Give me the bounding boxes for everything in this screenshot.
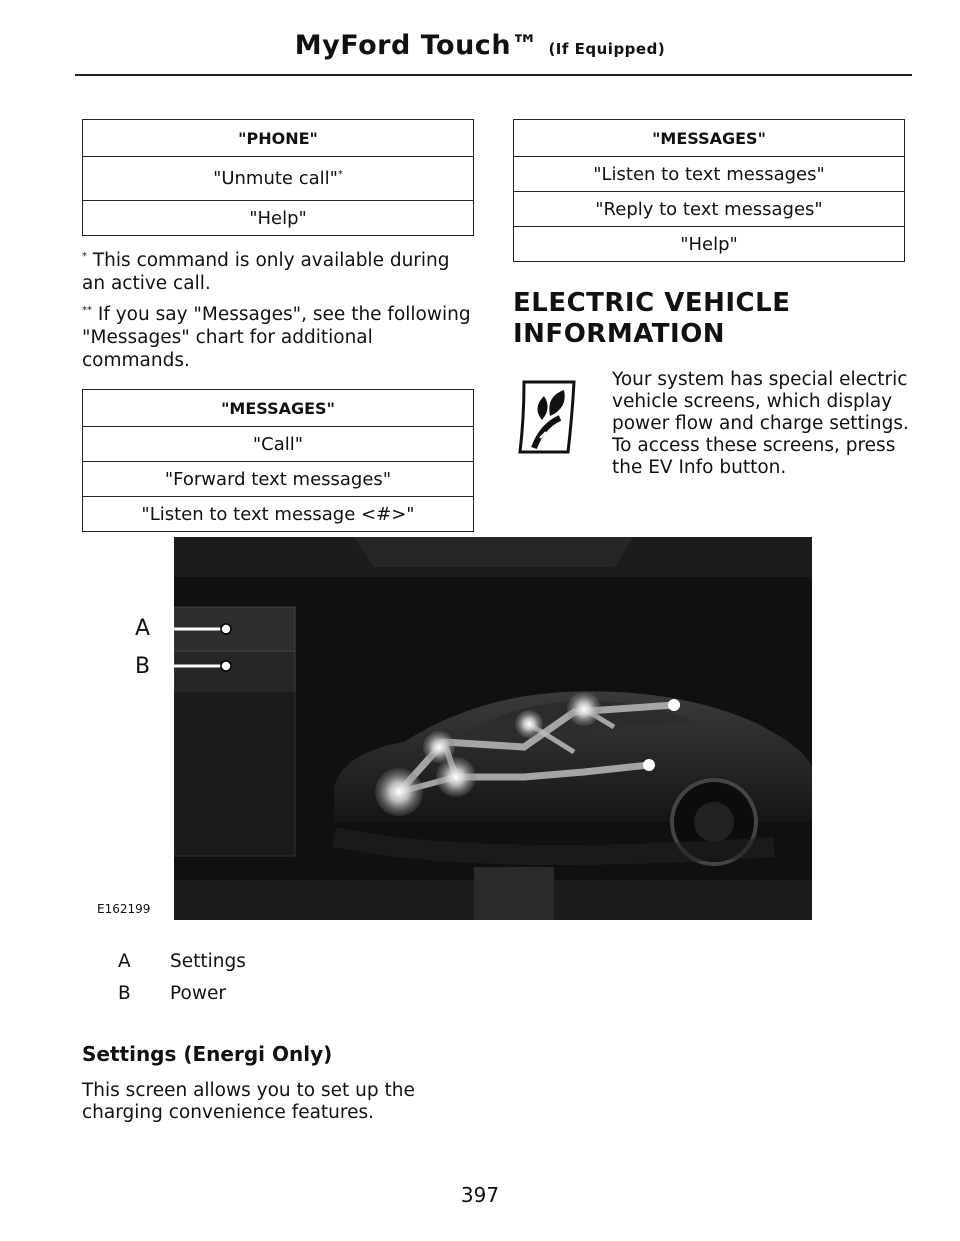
footnote-2 <box>82 299 477 372</box>
footnote-1 <box>82 245 477 295</box>
phone-table-heading: "PHONE" <box>83 120 474 157</box>
header-divider <box>75 74 912 76</box>
header-subtitle: (If Equipped) <box>548 40 666 58</box>
key-letter-a: A <box>118 951 131 972</box>
callout-leaders <box>150 615 240 675</box>
ev-section-body: Your system has special electric vehicle screens, which display power flow and charge settings. To access these screens, press the EV Info button. <box>612 369 909 478</box>
header-title: MyFord Touch™ <box>294 30 539 61</box>
table-row: "Call" <box>83 427 474 462</box>
footnote-mark: * <box>82 251 87 262</box>
table-row: "Help" <box>83 201 474 236</box>
ev-section-title <box>513 288 790 350</box>
settings-section-body: This screen allows you to set up the charging convenience features. <box>82 1080 415 1123</box>
footnote-1-text: This command is only available during an active call. <box>82 250 450 294</box>
messages-table-heading: "MESSAGES" <box>83 390 474 427</box>
table-row: "Forward text messages" <box>83 462 474 497</box>
callout-b: B <box>135 654 151 679</box>
table-row: "Listen to text message <#>" <box>83 497 474 532</box>
footnote-2-text: If you say "Messages", see the following "Messages" chart for additional commands. <box>82 304 471 371</box>
figure-id: E162199 <box>97 902 151 916</box>
page-number: 397 <box>460 1183 500 1207</box>
page-header <box>0 30 960 61</box>
footnote-mark: ** <box>82 305 92 316</box>
table-row: "Reply to text messages" <box>514 192 905 227</box>
footnote-mark: * <box>337 169 343 180</box>
ev-leaf-road-icon <box>516 378 578 456</box>
ev-title-line-2: INFORMATION <box>513 319 726 349</box>
command-text: "Unmute call" <box>213 168 338 189</box>
callout-a: A <box>135 616 151 641</box>
key-letter-b: B <box>118 983 131 1004</box>
table-row: "Listen to text messages" <box>514 157 905 192</box>
table-row <box>83 157 474 201</box>
key-label-power: Power <box>170 983 226 1004</box>
messages-commands-table-left <box>82 389 474 532</box>
ev-screen-illustration <box>174 537 812 920</box>
messages-table-heading: "MESSAGES" <box>514 120 905 157</box>
key-label-settings: Settings <box>170 951 246 972</box>
ev-title-line-1: ELECTRIC VEHICLE <box>513 288 791 318</box>
phone-commands-table <box>82 119 474 236</box>
table-row: "Help" <box>514 227 905 262</box>
settings-section-title: Settings (Energi Only) <box>82 1042 333 1066</box>
messages-commands-table-right <box>513 119 905 262</box>
